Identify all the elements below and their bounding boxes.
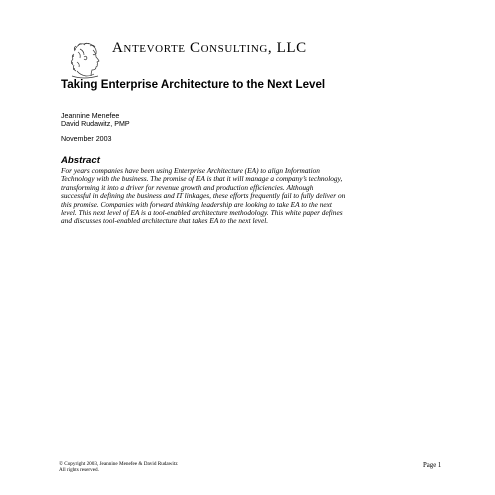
footer-copyright [59, 461, 178, 473]
abstract-body [61, 167, 441, 226]
classical-profile-head-icon [62, 40, 108, 80]
copyright-line: All rights reserved. [59, 467, 99, 473]
author-name: David Rudawitz, PMP [61, 120, 130, 128]
abstract-line: For years companies have been using Enterprise Architecture (EA) to align Information [61, 166, 320, 175]
abstract-line: Technology with the business. The promise of EA is that it will manage a company’s technology, [61, 174, 343, 184]
document-date: November 2003 [61, 135, 112, 143]
author-name: Jeannine Menefee [61, 112, 120, 120]
abstract-line: this promise. Companies with forward thinking leadership are looking to take EA to the next [61, 199, 332, 209]
abstract-line: transforming it into a driver for revenue growth and production efficiencies. Although [61, 182, 314, 192]
document-title: Taking Enterprise Architecture to the Next Level [61, 78, 326, 91]
abstract-heading: Abstract [61, 155, 100, 166]
copyright-line: © Copyright 2003, Jeannine Menefee & David Rudawitz [59, 461, 178, 467]
company-name: Antevorte Consulting, LLC [112, 40, 307, 56]
abstract-line: and discusses tool-enabled architecture that takes EA to the next level. [61, 216, 269, 226]
page-number: Page 1 [423, 462, 442, 469]
abstract-line: successful in defining the business and IT linkages, these efforts frequently fail to fully deliver on [61, 191, 346, 201]
abstract-line: level. This next level of EA is a tool-enabled architecture methodology. This white paper defines [61, 208, 343, 218]
